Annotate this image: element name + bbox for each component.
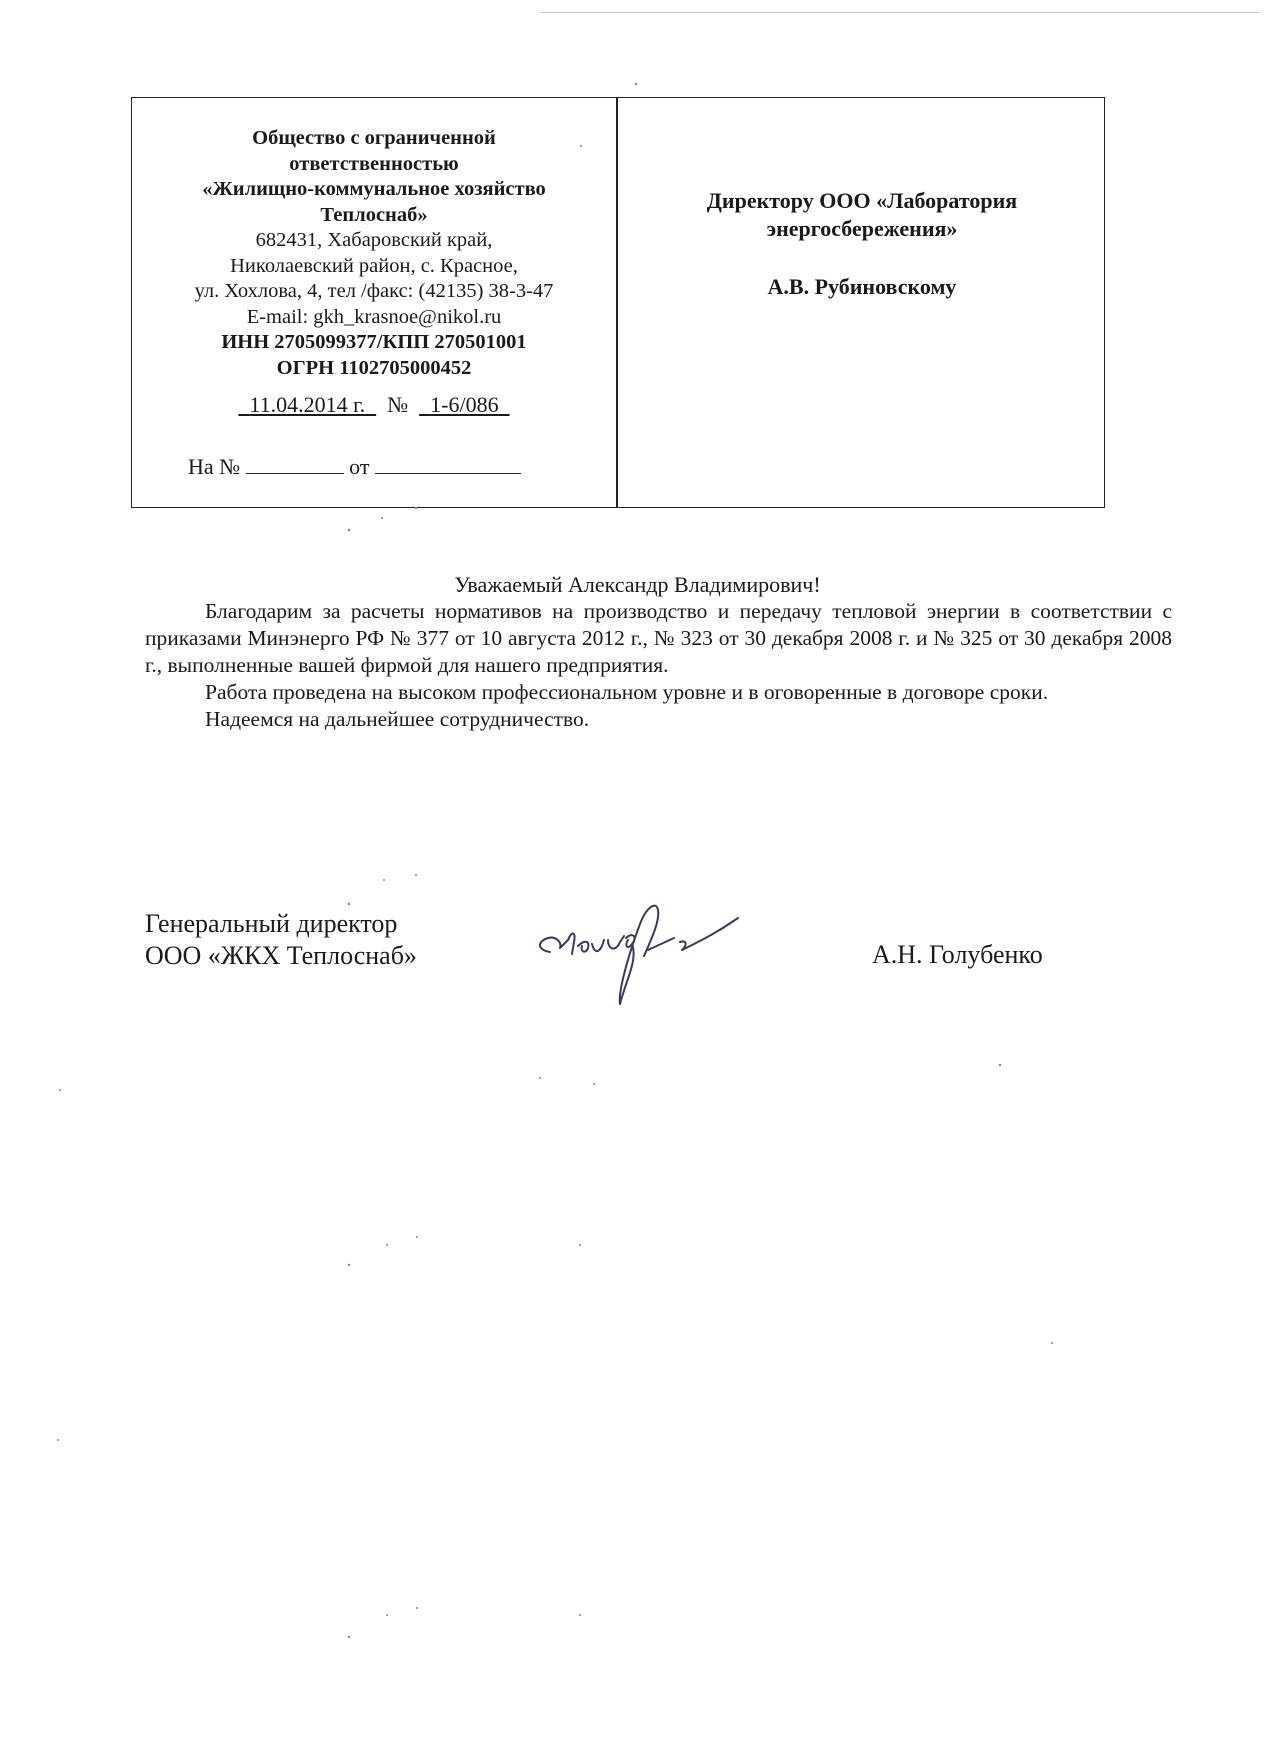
reference-from: от <box>349 454 370 479</box>
paragraph-3: Надеемся на дальнейшее сотрудничество. <box>205 707 590 731</box>
recipient-line1: Директору ООО «Лаборатория <box>706 188 1018 213</box>
sender-address3: ул. Хохлова, 4, тел /факс: (42135) 38-3-47 <box>194 280 554 302</box>
reference-label: На № <box>188 454 241 479</box>
paragraph-2: Работа проведена на высоком профессиональном уровне и в оговоренные в договоре сроки. <box>205 680 1049 704</box>
registration-date: 11.04.2014 г. <box>249 392 366 417</box>
recipient-line2: энергосбережения» <box>766 216 958 241</box>
signatory-position: Генеральный директор <box>145 909 398 938</box>
sender-address2: Николаевский район, с. Красное, <box>230 254 518 277</box>
salutation: Уважаемый Александр Владимирович! <box>454 572 821 597</box>
sender-inn: ИНН 2705099377/КПП 270501001 <box>221 331 527 353</box>
number-sign: № <box>387 392 409 417</box>
sender-ogrn: ОГРН 1102705000452 <box>276 356 472 379</box>
sender-org-line4: Теплоснаб» <box>320 203 428 226</box>
paragraph-1: Благодарим за расчеты нормативов на производство и передачу тепловой энергии в соответствии с приказами Минэнерго РФ № 377 от 10 августа 2012 г., № 323 от 30 декабря 2008 г. и № 325 от 30 декабря 2008 г., выполненные вашей фирмой для нашего предприятия. <box>145 599 1172 677</box>
registration-number: 1-6/086 <box>430 392 499 417</box>
signatory-name: А.Н. Голубенко <box>872 940 1043 969</box>
sender-email: E-mail: gkh_krasnoe@nikol.ru <box>246 305 502 328</box>
sender-org-line1: Общество с ограниченной <box>252 127 496 149</box>
signatory-org: ООО «ЖКХ Теплоснаб» <box>145 941 417 970</box>
sender-org-line3: «Жилищно-коммунальное хозяйство <box>202 178 546 200</box>
recipient-name: А.В. Рубиновскому <box>767 274 957 299</box>
sender-address1: 682431, Хабаровский край, <box>255 229 493 251</box>
sender-org-line2: ответственностью <box>289 152 459 175</box>
